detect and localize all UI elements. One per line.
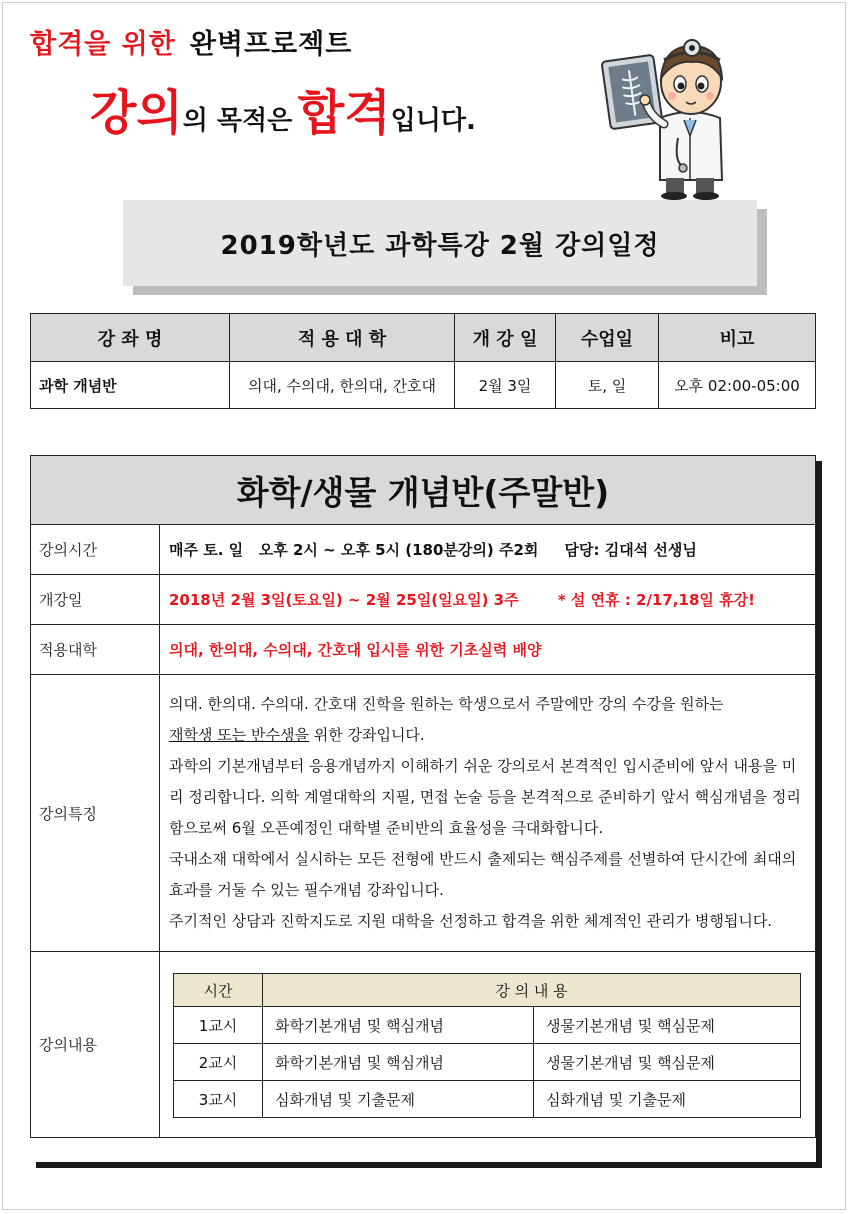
feature-paragraph <box>169 689 805 751</box>
chemistry-cell: 심화개념 및 기출문제 <box>263 1081 534 1118</box>
table-row <box>174 1044 801 1081</box>
chemistry-cell: 화학기본개념 및 핵심개념 <box>263 1044 534 1081</box>
slogan-middle: 의 목적은 <box>182 106 293 136</box>
course-name: 과학 개념반 <box>31 362 230 409</box>
feature-paragraph: 주기적인 상담과 진학지도로 지원 대학을 선정하고 합격을 위한 체계적인 관리가 병행됩니다. <box>169 912 773 930</box>
time-value: 매주 토. 일 오후 2시 ~ 오후 5시 (180분강의) 주2회 담당: 김대석 선생님 <box>160 525 816 575</box>
header-remarks: 비고 <box>659 314 816 362</box>
slogan-black: 완벽프로젝트 <box>189 29 353 60</box>
table-row <box>174 1081 801 1118</box>
time-label: 강의시간 <box>31 525 160 575</box>
content-header-row <box>174 974 801 1007</box>
biology-cell: 심화개념 및 기출문제 <box>534 1081 801 1118</box>
course-detail-table <box>30 455 816 1138</box>
features-text <box>160 675 816 952</box>
feature-paragraph: 국내소재 대학에서 실시하는 모든 전형에 반드시 출제되는 핵심주제를 선별하여 단시간에 최대의 효과를 거둘 수 있는 필수개념 강좌입니다. <box>169 850 797 899</box>
table-row <box>174 1007 801 1044</box>
feature-text-underlined: 재학생 또는 반수생을 <box>169 726 309 744</box>
content-label: 강의내용 <box>31 952 160 1138</box>
slogan-red: 합격을 위한 <box>30 29 176 60</box>
course-universities: 의대, 수의대, 한의대, 간호대 <box>230 362 455 409</box>
header-class-days: 수업일 <box>556 314 659 362</box>
content-header-time: 시간 <box>174 974 263 1007</box>
header-start-date: 개 강 일 <box>455 314 556 362</box>
course-days: 토, 일 <box>556 362 659 409</box>
summary-row <box>31 362 816 409</box>
period-cell: 2교시 <box>174 1044 263 1081</box>
course-start-date: 2월 3일 <box>455 362 556 409</box>
feature-paragraph: 과학의 기본개념부터 응용개념까지 이해하기 쉬운 강의로서 본격적인 입시준비에 앞서 내용을 미리 정리합니다. 의학 계열대학의 지필, 면접 논술 등을 본격적으로 준비하기 앞서 핵심개념을 정리함으로써 6월 오픈예정인 대학별 준비반의 효율성을 극대화합니다. <box>169 757 801 837</box>
period-cell: 3교시 <box>174 1081 263 1118</box>
slogan-line1 <box>30 22 352 61</box>
slogan-line2 <box>90 74 476 143</box>
universities-value: 의대, 한의대, 수의대, 간호대 입시를 위한 기초실력 배양 <box>160 625 816 675</box>
features-label: 강의특징 <box>31 675 160 952</box>
lecture-content-table <box>173 973 801 1118</box>
content-cell <box>160 952 816 1138</box>
biology-cell: 생물기본개념 및 핵심문제 <box>534 1007 801 1044</box>
summary-header-row <box>31 314 816 362</box>
biology-cell: 생물기본개념 및 핵심문제 <box>534 1044 801 1081</box>
course-detail-title: 화학/생물 개념반(주말반) <box>31 456 816 525</box>
period-cell: 1교시 <box>174 1007 263 1044</box>
universities-label: 적용대학 <box>31 625 160 675</box>
schedule-summary-table <box>30 313 816 409</box>
feature-text-1a: 의대. 한의대. 수의대. 간호대 진학을 원하는 학생으로서 주말에만 강의 수강을 원하는 <box>169 695 724 713</box>
content-header-subject: 강 의 내 용 <box>263 974 801 1007</box>
slogan-word-pass: 합격 <box>297 85 391 141</box>
feature-text-1b: 위한 강좌입니다. <box>308 726 425 744</box>
course-detail <box>30 455 816 1162</box>
course-remarks: 오후 02:00-05:00 <box>659 362 816 409</box>
slogan-word-lecture: 강의 <box>90 85 183 141</box>
start-label: 개강일 <box>31 575 160 625</box>
holiday-note: * 설 연휴 : 2/17,18일 휴강! <box>557 591 755 609</box>
page-title: 2019학년도 과학특강 2월 강의일정 <box>123 200 757 286</box>
start-value: 2018년 2월 3일(토요일) ~ 2월 25일(일요일) 3주 <box>169 591 519 609</box>
doctor-illustration <box>598 20 738 200</box>
slogan-end: 입니다. <box>390 106 476 136</box>
chemistry-cell: 화학기본개념 및 핵심개념 <box>263 1007 534 1044</box>
header-universities: 적 용 대 학 <box>230 314 455 362</box>
header-course-name: 강 좌 명 <box>31 314 230 362</box>
start-cell <box>160 575 816 625</box>
